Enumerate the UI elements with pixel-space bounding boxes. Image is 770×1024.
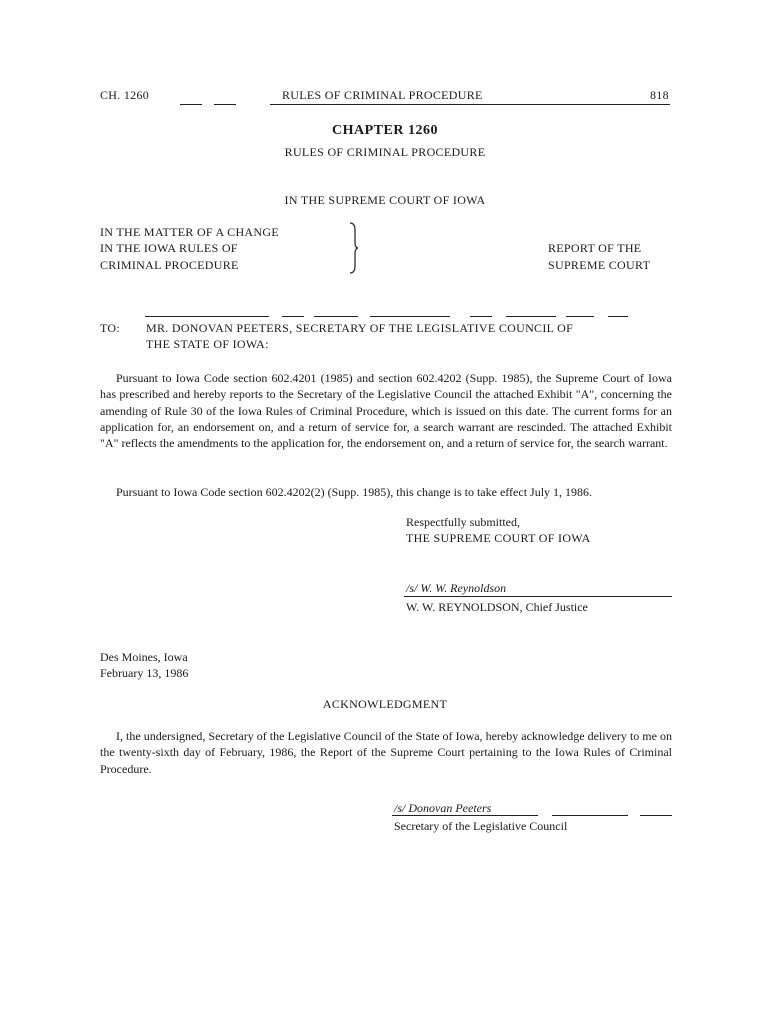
header-rule [180, 104, 202, 105]
submitting-court: THE SUPREME COURT OF IOWA [406, 531, 591, 545]
header-rule [214, 104, 236, 105]
acknowledgment-signature: /s/ Donovan Peeters [394, 801, 492, 815]
separator-rule [370, 316, 450, 317]
signature-rule [404, 596, 672, 597]
brace-icon [348, 222, 358, 274]
separator-rule [145, 316, 269, 317]
separator-rule [506, 316, 556, 317]
closing-text: Respectfully submitted, [406, 515, 520, 529]
separator-rule [282, 316, 304, 317]
place-text: Des Moines, Iowa [100, 650, 188, 664]
addressee-label: TO: [100, 321, 121, 335]
acknowledgment-text: I, the undersigned, Secretary of the Legislative Council of the State of Iowa, hereby acknowledge delivery to me on the twenty-sixth day of February, 1986, the Report of the Supreme Court pertaining to the Iowa Rules of Criminal Procedure. [100, 729, 672, 776]
matter-line: CRIMINAL PROCEDURE [100, 258, 239, 272]
separator-rule [314, 316, 358, 317]
date-text: February 13, 1986 [100, 666, 189, 680]
separator-rule [566, 316, 594, 317]
addressee-line: THE STATE OF IOWA: [146, 337, 269, 351]
body-paragraph [100, 370, 672, 451]
chapter-title: CHAPTER 1260 [332, 123, 438, 138]
signature-rule [392, 815, 538, 816]
signer-name: W. W. REYNOLDSON, Chief Justice [406, 600, 588, 614]
separator-rule [470, 316, 492, 317]
chapter-subtitle: RULES OF CRIMINAL PROCEDURE [284, 145, 486, 159]
matter-line: IN THE MATTER OF A CHANGE [100, 225, 279, 239]
addressee-line: MR. DONOVAN PEETERS, SECRETARY OF THE LEGISLATIVE COUNCIL OF [146, 321, 574, 335]
header-rule [270, 104, 670, 105]
signature-line: /s/ W. W. Reynoldson [406, 581, 507, 595]
signature-rule [552, 815, 628, 816]
report-line: REPORT OF THE [548, 241, 642, 255]
signature-rule [640, 815, 672, 816]
body-paragraph-text: Pursuant to Iowa Code section 602.4201 (1985) and section 602.4202 (Supp. 1985), the Supreme Court of Iowa has prescribed and hereby reports to the Secretary of the Legislative Council the attached Exhibit "A", concerning the amending of Rule 30 of the Iowa Rules of Criminal Procedure, which is issued on this date. The current forms for an application for, an endorsement on, and a return of service for, a search warrant are rescinded. The attached Exhibit "A" reflects the amendments to the application for, the endorsement on, and a return of service for, the search warrant. [100, 371, 672, 451]
header-running-title: RULES OF CRIMINAL PROCEDURE [282, 88, 483, 102]
acknowledgment-heading: ACKNOWLEDGMENT [322, 697, 448, 711]
matter-line: IN THE IOWA RULES OF [100, 241, 238, 255]
header-page-number: 818 [650, 88, 669, 102]
acknowledgment-paragraph [100, 728, 672, 777]
header-chapter-ref: CH. 1260 [100, 88, 150, 102]
body-paragraph-text: Pursuant to Iowa Code section 602.4202(2) (Supp. 1985), this change is to take effect July 1, 1986. [116, 485, 593, 499]
separator-rule [608, 316, 628, 317]
body-paragraph [100, 484, 672, 500]
report-line: SUPREME COURT [548, 258, 651, 272]
court-heading: IN THE SUPREME COURT OF IOWA [284, 193, 486, 207]
acknowledgment-title: Secretary of the Legislative Council [394, 819, 568, 833]
